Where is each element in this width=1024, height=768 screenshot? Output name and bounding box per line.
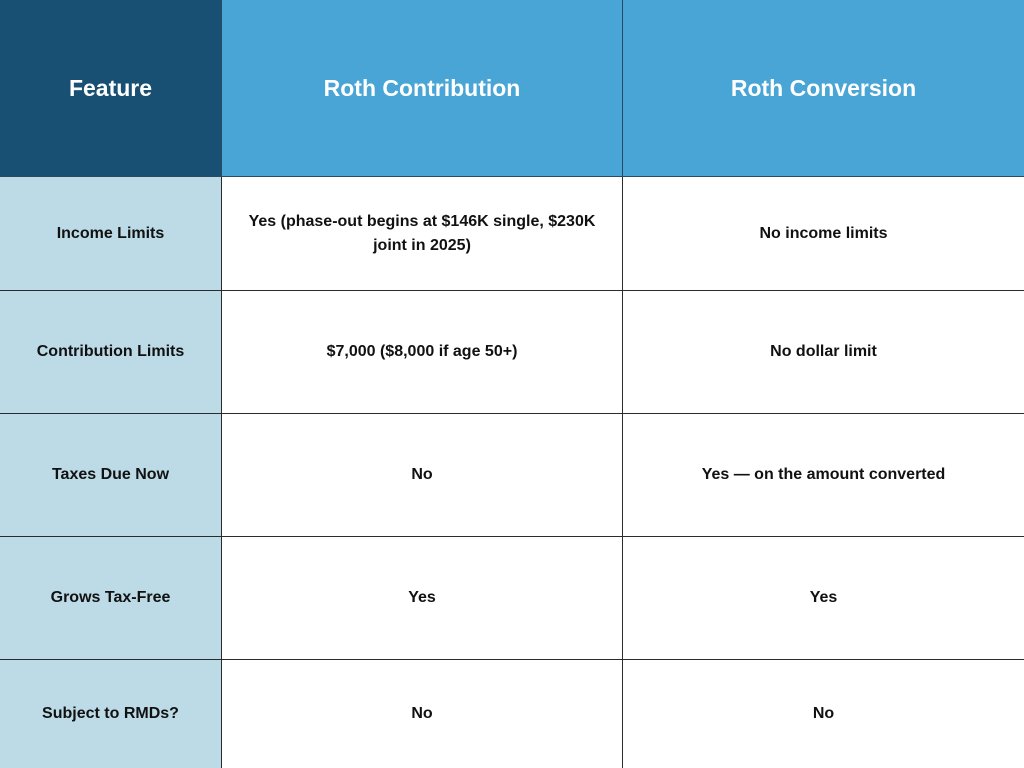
- cell-value: No income limits: [759, 224, 888, 242]
- cell-value: No: [411, 466, 433, 483]
- header-roth-conversion-label: Roth Conversion: [730, 74, 917, 101]
- feature-label: Income Limits: [56, 224, 165, 242]
- contribution-cell-grows-tax-free: [222, 537, 623, 660]
- header-roth-conversion: [623, 0, 1024, 177]
- feature-cell-income-limits: [0, 177, 222, 291]
- feature-label: Subject to RMDs?: [42, 705, 179, 722]
- header-roth-contribution-label: Roth Contribution: [323, 74, 521, 101]
- header-roth-contribution: [222, 0, 623, 177]
- cell-value: No: [411, 705, 433, 722]
- feature-label: Contribution Limits: [36, 343, 185, 360]
- conversion-cell-subject-to-rmds: [623, 660, 1024, 768]
- feature-label: Grows Tax-Free: [50, 589, 171, 606]
- contribution-cell-contribution-limits: [222, 291, 623, 414]
- feature-label: Taxes Due Now: [51, 466, 170, 483]
- conversion-cell-income-limits: [623, 177, 1024, 291]
- conversion-cell-grows-tax-free: [623, 537, 1024, 660]
- header-feature-label: Feature: [68, 74, 153, 101]
- contribution-cell-subject-to-rmds: [222, 660, 623, 768]
- cell-value: Yes — on the amount converted: [701, 466, 946, 483]
- feature-cell-grows-tax-free: [0, 537, 222, 660]
- cell-value: Yes: [408, 589, 436, 606]
- cell-value: Yes: [809, 589, 838, 606]
- feature-cell-contribution-limits: [0, 291, 222, 414]
- feature-cell-subject-to-rmds: [0, 660, 222, 768]
- feature-cell-taxes-due-now: [0, 414, 222, 537]
- contribution-cell-taxes-due-now: [222, 414, 623, 537]
- conversion-cell-taxes-due-now: [623, 414, 1024, 537]
- conversion-cell-contribution-limits: [623, 291, 1024, 414]
- cell-value: No dollar limit: [770, 343, 877, 360]
- cell-value: $7,000 ($8,000 if age 50+): [326, 343, 518, 360]
- header-feature: [0, 0, 222, 177]
- cell-value: Yes (phase-out begins at $146K single, $230K joint in 2025): [248, 212, 596, 254]
- cell-value: No: [812, 705, 835, 722]
- contribution-cell-income-limits: [222, 177, 623, 291]
